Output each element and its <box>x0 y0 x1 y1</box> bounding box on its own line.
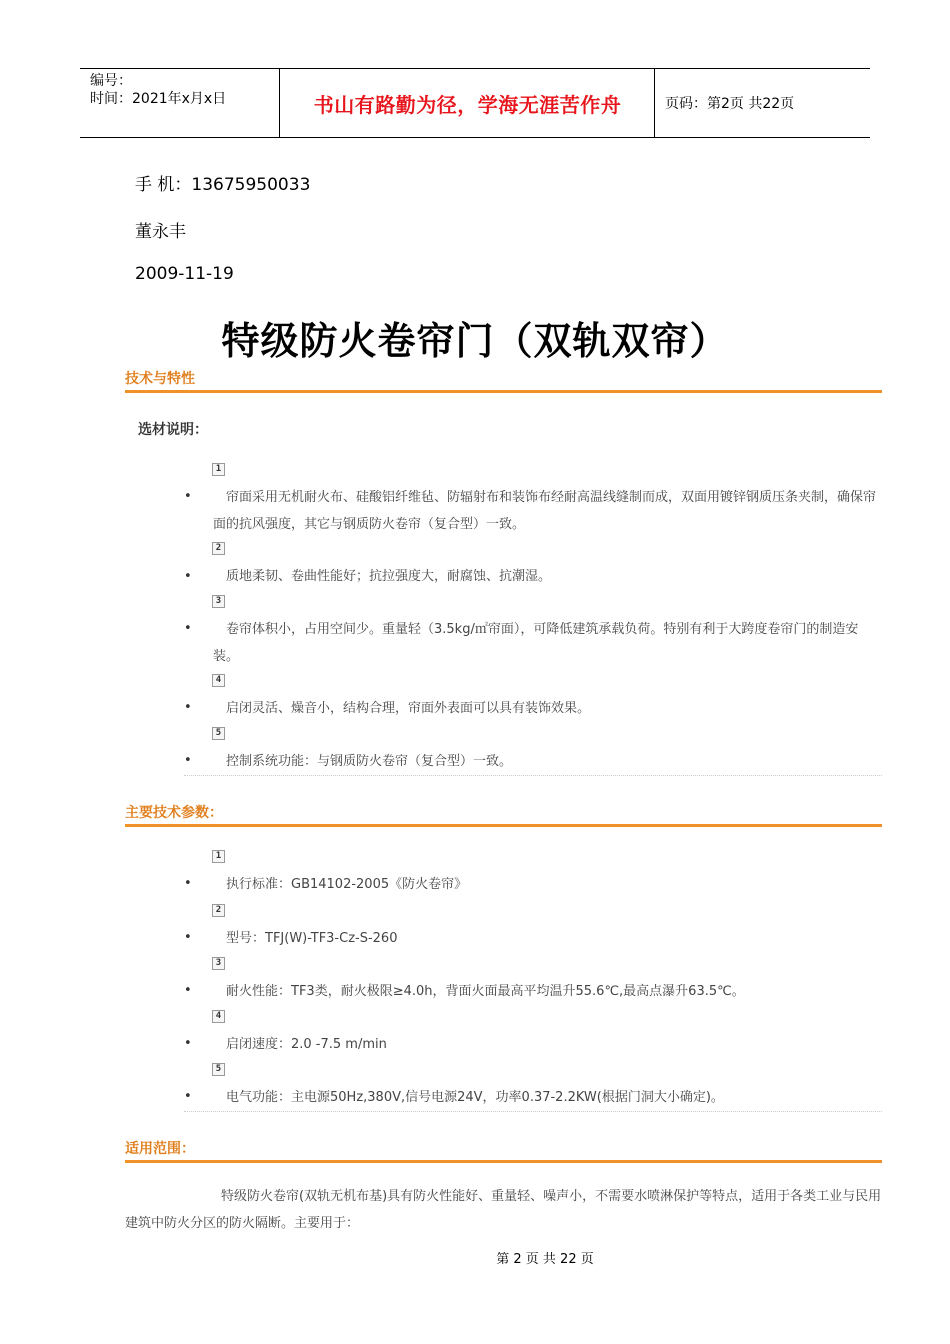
page-footer: 第 2 页 共 22 页 <box>496 1252 594 1267</box>
scope-paragraph: 特级防火卷帘(双轨无机布基)具有防火性能好、重量轻、噪声小，不需要水喷淋保护等特点，适用于各类工业与民用建筑中防火分区的防火隔断。主要用于： <box>125 1189 882 1231</box>
bullet-icon: • <box>184 753 192 768</box>
list-item: 耐火性能：TF3类，耐火极限≥4.0h，背面火面最高平均温升55.6℃,最高点瀑升63.5℃。 <box>226 984 745 999</box>
material-subheading: 选材说明： <box>138 422 208 438</box>
list-item: 质地柔韧、卷曲性能好；抗拉强度大，耐腐蚀、抗潮湿。 <box>226 569 552 584</box>
bullet-icon: • <box>184 876 192 891</box>
bullet-icon: • <box>184 700 192 715</box>
number-1-icon: 1 <box>212 850 225 863</box>
section-heading-features: 技术与特性 <box>125 368 882 393</box>
bullet-icon: • <box>184 1089 192 1104</box>
header-info-cell <box>80 69 280 137</box>
bullet-icon: • <box>184 489 192 504</box>
list-item: 控制系统功能：与钢质防火卷帘（复合型）一致。 <box>226 754 513 769</box>
number-2-icon: 2 <box>212 904 225 917</box>
bullet-icon: • <box>184 621 192 636</box>
page-title: 特级防火卷帘门（双轨双帘） <box>221 319 729 363</box>
list-item: 启闭灵活、燥音小，结构合理，帘面外表面可以具有装饰效果。 <box>226 701 591 716</box>
list-item: 执行标准：GB14102-2005《防火卷帘》 <box>226 877 468 892</box>
list-item: 启闭速度：2.0 -7.5 m/min <box>226 1037 387 1052</box>
number-5-icon: 5 <box>212 727 225 740</box>
number-3-icon: 3 <box>212 957 225 970</box>
divider <box>184 1111 882 1112</box>
author-name: 董永丰 <box>135 222 186 242</box>
number-3-icon: 3 <box>212 595 225 608</box>
divider <box>184 775 882 776</box>
number-4-icon: 4 <box>212 674 225 687</box>
page-code: 页码：第2页 共22页 <box>665 96 795 112</box>
time-label: 时间：2021年x月x日 <box>90 91 227 107</box>
number-4-icon: 4 <box>212 1010 225 1023</box>
list-item: 卷帘体积小，占用空间少。重量轻（3.5kg/㎡帘面），可降低建筑承载负荷。特别有利于大跨度卷帘门的制造安装。 <box>213 622 859 664</box>
list-item: 型号：TFJ(W)-TF3-Cz-S-260 <box>226 931 398 946</box>
list-item: 电气功能：主电源50Hz,380V,信号电源24V，功率0.37-2.2KW(根据门洞大小确定)。 <box>226 1090 724 1105</box>
date-line: 2009-11-19 <box>135 264 234 284</box>
section-heading-scope: 适用范围： <box>125 1138 882 1163</box>
number-1-icon: 1 <box>212 463 225 476</box>
header-table <box>80 68 870 138</box>
list-item: 帘面采用无机耐火布、硅酸铝纤维毡、防辐射布和装饰布经耐高温线缝制而成，双面用镀锌钢质压条夹制，确保帘面的抗风强度，其它与钢质防火卷帘（复合型）一致。 <box>213 490 877 532</box>
serial-number-label: 编号： <box>90 73 132 89</box>
bullet-icon: • <box>184 569 192 584</box>
motto: 书山有路勤为径，学海无涯苦作舟 <box>281 69 655 137</box>
number-2-icon: 2 <box>212 542 225 555</box>
bullet-icon: • <box>184 930 192 945</box>
number-5-icon: 5 <box>212 1063 225 1076</box>
bullet-icon: • <box>184 1036 192 1051</box>
bullet-icon: • <box>184 983 192 998</box>
phone-line: 手 机：13675950033 <box>135 175 311 195</box>
section-heading-parameters: 主要技术参数： <box>125 802 882 827</box>
